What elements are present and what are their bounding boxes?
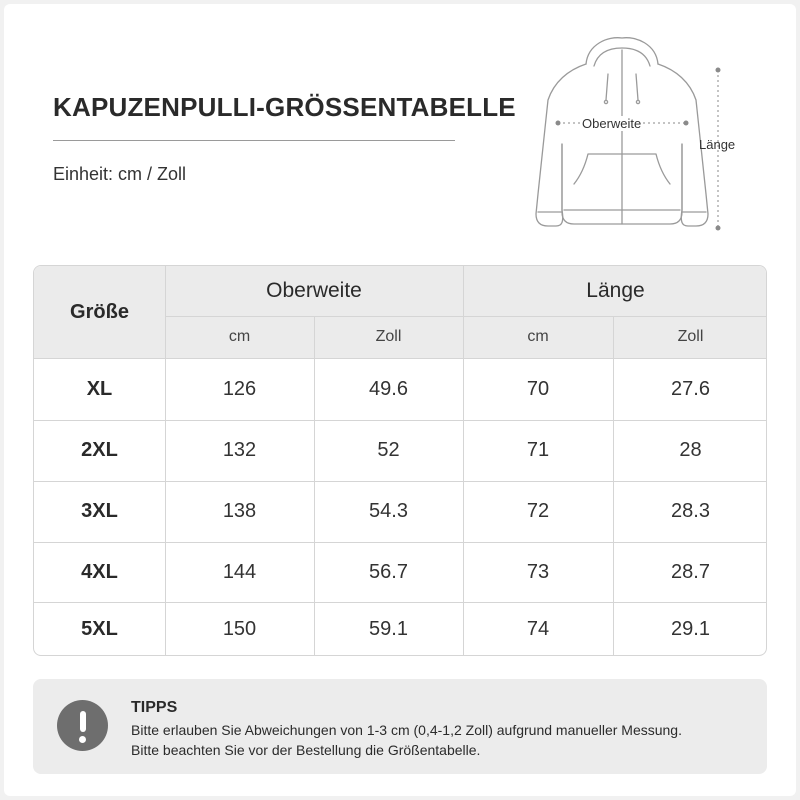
chest-cm-cell: 126 <box>222 377 257 400</box>
grid-line <box>34 481 767 482</box>
length-measurement-label: Länge <box>699 137 736 152</box>
chest-inch-cell: 56.7 <box>369 560 408 583</box>
exclamation-icon <box>57 700 108 751</box>
size-cell: 5XL <box>81 618 118 640</box>
length-group-header: Länge <box>586 279 645 302</box>
tips-line: Bitte erlauben Sie Abweichungen von 1-3 cm (0,4-1,2 Zoll) aufgrund manueller Messung. <box>131 722 682 738</box>
chest-cm-cell: 138 <box>222 500 257 522</box>
length-cm-cell: 72 <box>526 500 550 522</box>
grid-line <box>463 266 464 656</box>
chest-inch-cell: 54.3 <box>369 500 408 522</box>
length-inch-cell: 27.6 <box>671 377 710 400</box>
size-cell: 3XL <box>81 500 118 522</box>
size-cell: 4XL <box>81 560 118 583</box>
length-cm-cell: 70 <box>526 377 550 400</box>
chest-group-header: Oberweite <box>266 279 362 302</box>
page-title: KAPUZENPULLI-GRÖSSENTABELLE <box>53 92 516 122</box>
chest-inch-cell: 59.1 <box>369 618 408 640</box>
tips-title: TIPPS <box>131 699 178 716</box>
grid-line <box>613 316 614 656</box>
length-inch-cell: 28.3 <box>671 500 710 522</box>
size-table <box>33 265 767 656</box>
chest-inch-header: Zoll <box>375 328 402 345</box>
chest-cm-cell: 132 <box>222 439 257 461</box>
chest-cm-cell: 150 <box>222 618 257 640</box>
length-cm-cell: 74 <box>526 618 550 640</box>
grid-line <box>165 266 166 656</box>
chest-inch-cell: 52 <box>377 439 400 461</box>
grid-line <box>165 316 767 317</box>
tips-line: Bitte beachten Sie vor der Bestellung die Größentabelle. <box>131 742 481 758</box>
grid-line <box>34 542 767 543</box>
length-cm-cell: 71 <box>526 439 550 461</box>
chest-cm-header: cm <box>228 328 251 345</box>
chest-cm-cell: 144 <box>222 560 257 583</box>
size-cell: 2XL <box>81 439 118 461</box>
length-inch-header: Zoll <box>677 328 704 345</box>
title-divider <box>53 140 455 141</box>
length-cm-header: cm <box>527 328 549 345</box>
size-cell: XL <box>86 377 113 400</box>
chest-inch-cell: 49.6 <box>369 377 408 400</box>
length-inch-cell: 28.7 <box>671 560 710 583</box>
length-cm-cell: 73 <box>526 560 550 583</box>
grid-line <box>34 358 767 359</box>
size-column-header: Größe <box>70 300 129 323</box>
length-inch-cell: 28 <box>679 439 702 461</box>
unit-label: Einheit: cm / Zoll <box>53 164 187 184</box>
grid-line <box>34 602 767 603</box>
grid-line <box>314 316 315 656</box>
chest-measurement-label: Oberweite <box>582 116 642 131</box>
length-inch-cell: 29.1 <box>671 618 710 640</box>
grid-line <box>34 420 767 421</box>
